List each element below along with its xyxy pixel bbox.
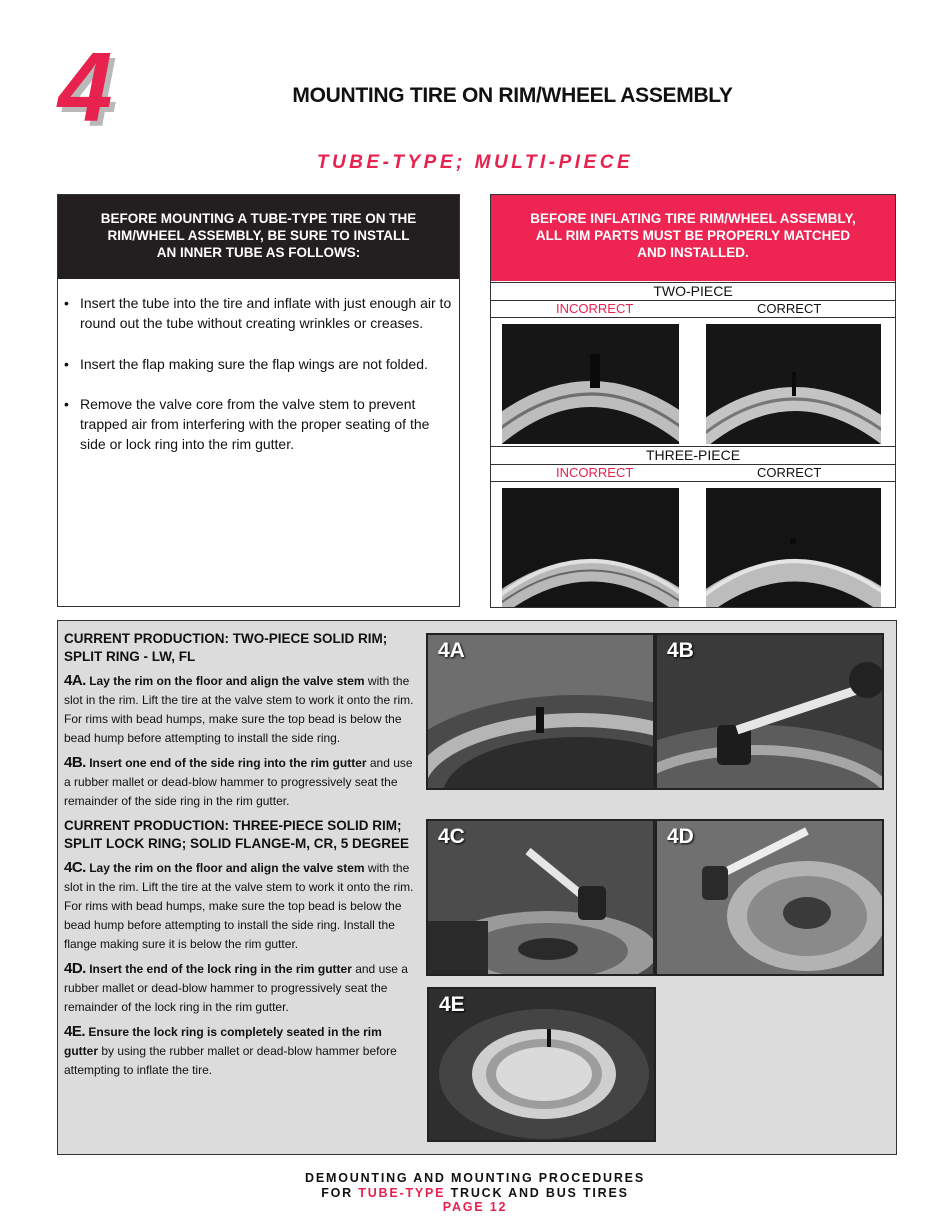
photo-4b — [655, 633, 884, 790]
two-piece-title: TWO-PIECE — [491, 282, 895, 301]
three-piece-title: THREE-PIECE — [491, 446, 895, 465]
photo-label: 4B — [667, 639, 694, 662]
photo-4a — [426, 633, 655, 790]
three-piece-incorrect-photo — [502, 488, 679, 608]
section-heading: CURRENT PRODUCTION: TWO-PIECE SOLID RIM; SPLIT RING - LW, FL — [64, 631, 388, 664]
footer-line1: DEMOUNTING AND MOUNTING PROCEDURES — [305, 1171, 645, 1185]
procedure-text-two-piece — [64, 630, 414, 811]
correct-label: CORRECT — [757, 465, 822, 480]
step-4e: 4E. Ensure the lock ring is completely seated in the rim gutter by using the rubber mallet or dead-blow hammer before attempting to inflate the tire. — [64, 1023, 397, 1077]
photo-4e — [427, 987, 656, 1142]
tube-install-box — [57, 194, 460, 607]
photo-label: 4E — [439, 993, 465, 1016]
photo-label: 4A — [438, 639, 465, 662]
three-piece-labels — [491, 464, 895, 482]
step-4a: 4A. Lay the rim on the floor and align the valve stem with the slot in the rim. Lift the tire at the valve stem to work it onto the rim. For rims with bead humps, make sure the top bead is below the bead hump before attempting to install the side ring. — [64, 672, 414, 745]
correct-label: CORRECT — [757, 301, 822, 316]
page-footer — [0, 1171, 950, 1215]
two-piece-labels — [491, 300, 895, 318]
rim-parts-heading: BEFORE INFLATING TIRE RIM/WHEEL ASSEMBLY, ALL RIM PARTS MUST BE PROPERLY MATCHED AND INSTALLED. — [491, 195, 895, 281]
list-item: • Remove the valve core from the valve stem to prevent trapped air from interfering with the proper seating of the side or lock ring into the rim gutter. — [80, 394, 453, 455]
section-heading: CURRENT PRODUCTION: THREE-PIECE SOLID RIM; SPLIT LOCK RING; SOLID FLANGE-M, CR, 5 DEGREE — [64, 818, 410, 851]
incorrect-label: INCORRECT — [556, 465, 634, 480]
section-number: 4 — [58, 32, 113, 142]
photo-label: 4C — [438, 825, 465, 848]
page-number: PAGE 12 — [442, 1200, 508, 1214]
incorrect-label: INCORRECT — [556, 301, 634, 316]
two-piece-incorrect-photo — [502, 324, 679, 444]
list-item: • Insert the flap making sure the flap wings are not folded. — [80, 354, 453, 374]
page-title: MOUNTING TIRE ON RIM/WHEEL ASSEMBLY — [292, 84, 733, 107]
two-piece-correct-photo — [706, 324, 881, 444]
procedure-text-three-piece — [64, 817, 414, 1080]
list-item: • Insert the tube into the tire and inflate with just enough air to round out the tube without creating wrinkles or creases. — [80, 293, 453, 334]
photo-label: 4D — [667, 825, 694, 848]
procedures-panel — [57, 620, 897, 1155]
step-4d: 4D. Insert the end of the lock ring in the rim gutter and use a rubber mallet or dead-blow hammer to progressively seat the remainder of the lock ring in the rim gutter. — [64, 960, 408, 1014]
page-subtitle: TUBE-TYPE; MULTI-PIECE — [316, 152, 634, 173]
step-4b: 4B. Insert one end of the side ring into the rim gutter and use a rubber mallet or dead-blow hammer to progressively seat the remainder of the side ring in the rim gutter. — [64, 754, 413, 808]
three-piece-correct-photo — [706, 488, 881, 608]
footer-line2: FOR TUBE-TYPE TRUCK AND BUS TIRES — [321, 1185, 629, 1200]
step-4c: 4C. Lay the rim on the floor and align the valve stem with the slot in the rim. Lift the tire at the valve stem to work it onto the rim. For rims with bead humps, make sure the top bead is below the bead hump before attempting to install the side ring. Install the flange making sure it is below the rim gutter. — [64, 859, 414, 951]
tube-install-list — [58, 279, 459, 455]
photo-4c — [426, 819, 655, 976]
photo-4d — [655, 819, 884, 976]
rim-parts-box — [490, 194, 896, 608]
tube-install-heading: BEFORE MOUNTING A TUBE-TYPE TIRE ON THE RIM/WHEEL ASSEMBLY, BE SURE TO INSTALL AN INNER TUBE AS FOLLOWS: — [58, 195, 459, 279]
